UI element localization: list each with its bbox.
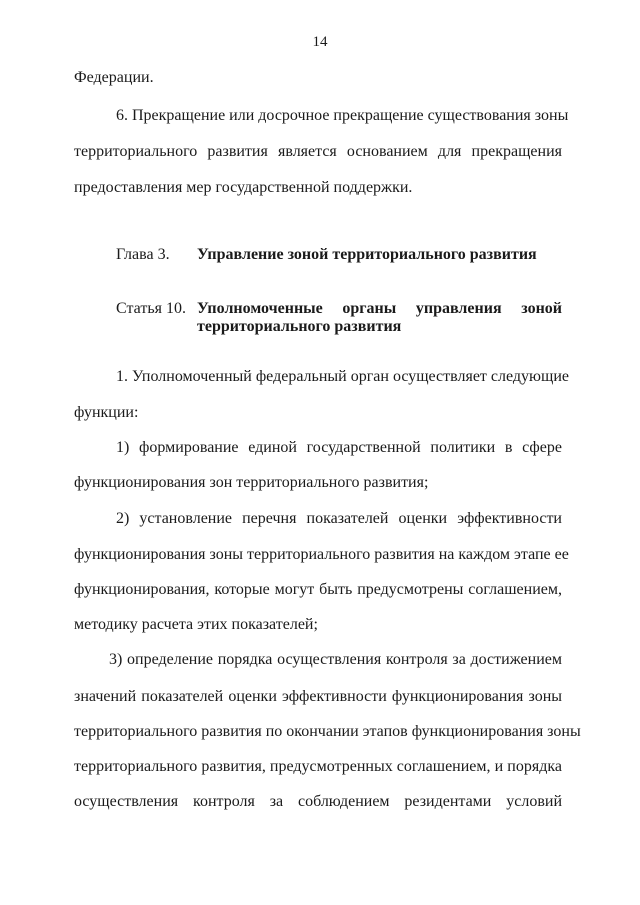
- paragraph-line: территориального развития по окончании этапов функционирования зоны: [74, 723, 581, 740]
- paragraph-line: предоставления мер государственной поддержки.: [74, 179, 413, 196]
- article-label: Статья 10.: [116, 300, 186, 317]
- paragraph-line: функционирования, которые могут быть предусмотрены соглашением,: [74, 581, 562, 598]
- paragraph-line: осуществления контроля за соблюдением резидентами условий: [74, 793, 562, 810]
- paragraph-line: территориального развития, предусмотренных соглашением, и порядка: [74, 758, 562, 775]
- paragraph-line: функционирования зоны территориального развития на каждом этапе ее: [74, 546, 569, 563]
- paragraph-line: 1) формирование единой государственной политики в сфере: [116, 439, 562, 456]
- article-title-line: территориального развития: [197, 318, 402, 335]
- carry-over-line: Федерации.: [74, 69, 154, 86]
- paragraph-line: 3) определение порядка осуществления контроля за достижением: [109, 651, 562, 668]
- paragraph-line: значений показателей оценки эффективности функционирования зоны: [74, 688, 562, 705]
- page-number: 14: [312, 34, 328, 50]
- paragraph-line: 1. Уполномоченный федеральный орган осуществляет следующие: [116, 368, 569, 385]
- paragraph-line: функционирования зон территориального развития;: [74, 474, 429, 491]
- paragraph-line: функции:: [74, 404, 139, 421]
- paragraph-line: 6. Прекращение или досрочное прекращение существования зоны: [116, 107, 569, 124]
- paragraph-line: 2) установление перечня показателей оценки эффективности: [116, 510, 562, 527]
- chapter-label: Глава 3.: [116, 246, 170, 263]
- paragraph-line: методику расчета этих показателей;: [74, 616, 318, 633]
- article-title-line: Уполномоченные органы управления зоной: [197, 300, 562, 317]
- chapter-title: Управление зоной территориального развития: [197, 246, 537, 263]
- paragraph-line: территориального развития является основанием для прекращения: [74, 143, 562, 160]
